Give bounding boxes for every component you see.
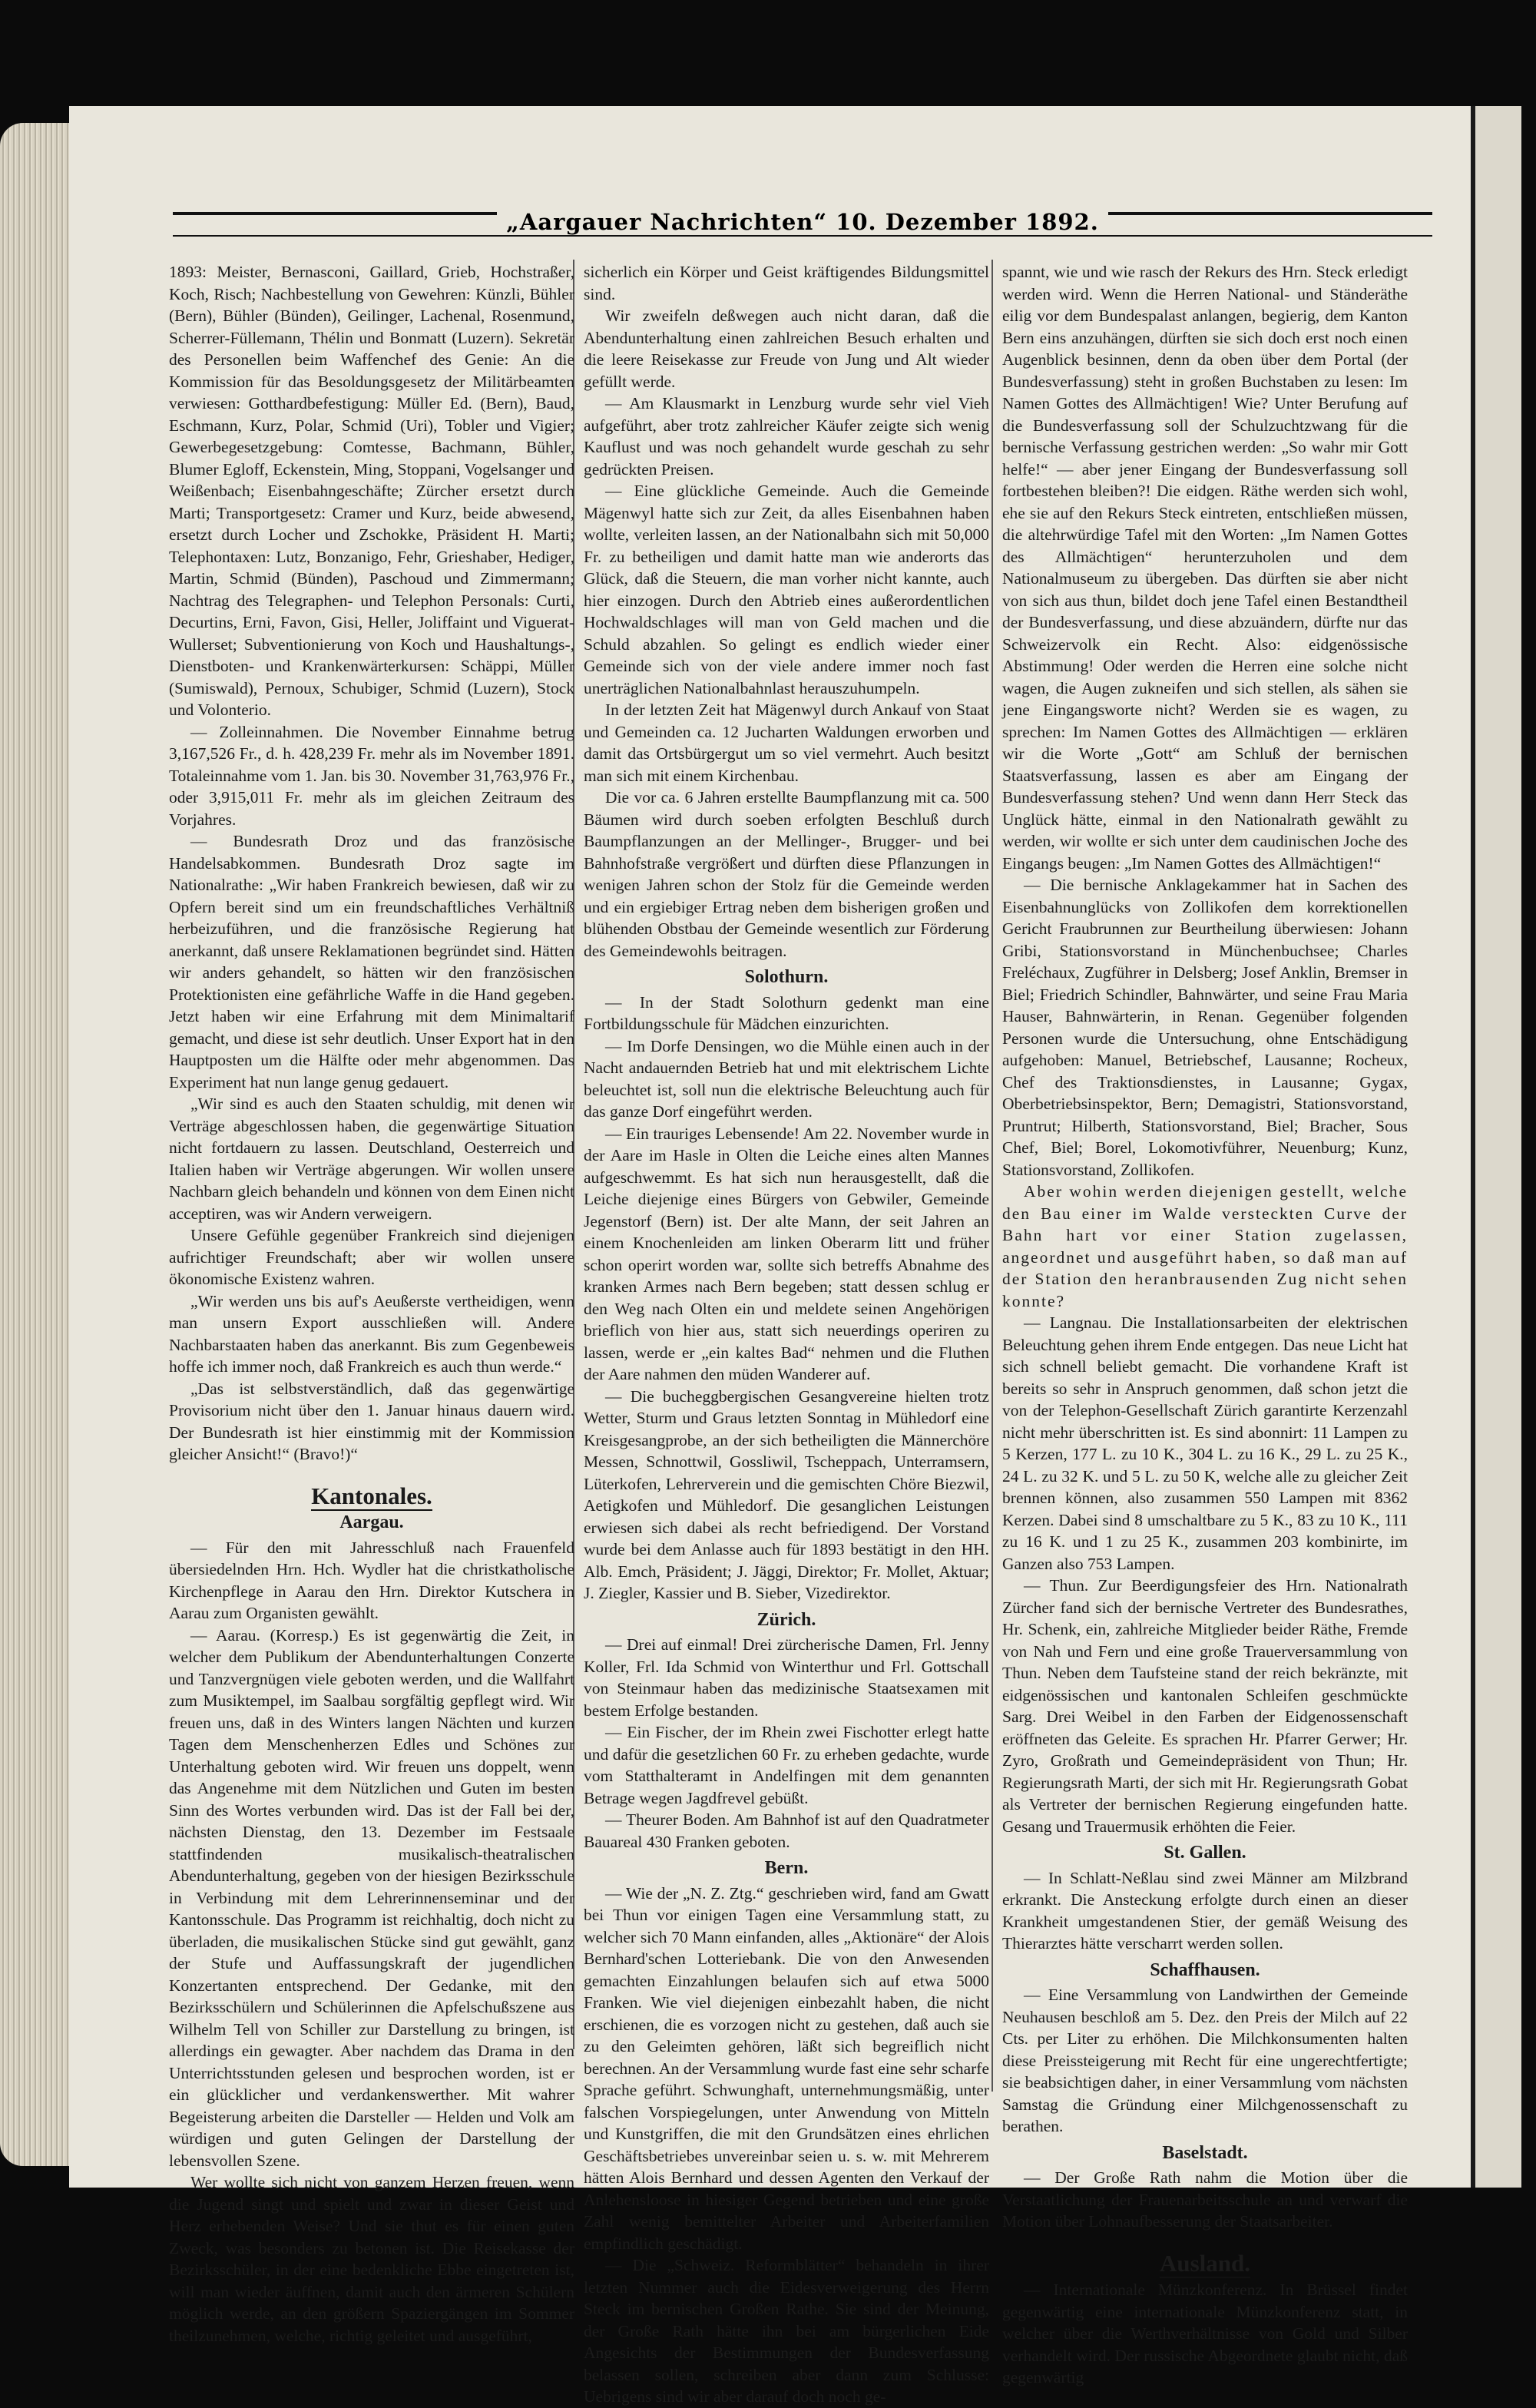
header-rule-bottom (173, 235, 1432, 237)
section-heading-kantonales: Kantonales. (311, 1482, 432, 1509)
page-header (173, 206, 1432, 241)
article-aarau: — Aarau. (Korresp.) Es ist gegenwärtig die Zeit, in welcher dem Publikum der Abendunterhaltungen Conzerte und Tanzvergnügen viele geboten werden, und die Wallfahrt zum Musiktempel, im Saalbau sorgfältig gepflegt wird. Wir freuen uns, daß in des Winters langen Nächten und kurzen Tagen dem Menschenherzen Edles und Schönes zur Unterhaltung geboten wird. Wir freuen uns doppelt, wenn das Angenehme mit dem Nützlichen und Guten im besten Sinn des Wortes verbunden wird. Das ist der Fall bei der, nächsten Dienstag, den 13. Dezember im Festsaale stattfindenden musikalisch-theatralischen Abendunterhaltung, gegeben von der hiesigen Bezirksschule in Verbindung mit dem Lehrerinnenseminar und der Kantonsschule. Das Programm ist reichhaltig, doch nicht zu überladen, die musikalischen Stücke sind gut gewählt, ganz der Stufe und Auffassungskraft der jugendlichen Konzertanten entsprechend. Der Gedanke, mit den Bezirksschülern und Schülerinnen die Apfelschußszene aus Wilhelm Tell von Schiller zur Darstellung zu bringen, ist allerdings ein gewagter. Aber nachdem das Drama in den Unterrichtsstunden gelesen und besprochen worden, ist er ein glücklicher und verdankenswerther. Mit wahrer Begeisterung arbeiten die Darsteller — Helden und Volk am würdigen und guten Gelingen der Darstellung der lebensvollen Szene. (169, 1625, 574, 2170)
article-text: — Der Große Rath nahm die Motion über die Verstaatlichung der Frauenarbeitsschule an und verwarf die Motion über Lohnaufbesserung der Staatsarbeiter. (1002, 2168, 1408, 2231)
article-thun: — Thun. Zur Beerdigungsfeier des Hrn. Nationalrath Zürcher fand sich der bernische Vertreter des Bundesrathes, Hr. Schenk, ein, zahlreiche Mitglieder beider Räthe, Fremde von Nah und Fern und eine große Trauerversammlung von Thun. Neben dem Taufsteine stand der reich bekränzte, mit eidgenössischen und kantonalen Schleifen geschmückte Sarg. Drei Weibel in den Farben der Eidgenossenschaft eröffneten das Geleite. Es sprachen Hr. Pfarrer Gerwer; Hr. Zyro, Großrath und Gemeindepräsident von Thun; Hr. Regierungsrath Marti, der sich mit Hr. Regierungsrath Gobat als Vertreter der bernischen Regierung eingefunden hatte. Gesang und Trauermusik erhöhten die Feier. (1002, 1576, 1408, 1836)
article-text: — Im Dorfe Densingen, wo die Mühle einen auch in der Nacht andauernden Betrieb hat und mit elektrischem Lichte beleuchtet ist, soll nun die elektrische Beleuchtung auch für das ganze Dorf eingeführt werden. (584, 1036, 989, 1121)
article-text: — Die bernische Anklagekammer hat in Sachen des Eisenbahnunglücks von Zollikofen dem korrektionellen Gericht Fraubrunnen zur Beurtheilung überwiesen: Johann Gribi, Stationsvorstand in Münchenbuchsee; Charles Freléchaux, Zugführer in Delsberg; Josef Anklin, Bremser in Biel; Friedrich Schindler, Bahnwärter, und seine Frau Maria Hauser, Bahnwärterin, in Renan. Gegenüber folgenden Personen wurde die Untersuchung, ohne Entschädigung aufgehoben: Manuel, Betriebschef, Lausanne; Rocheux, Chef des Traktionsdienstes, in Lausanne; Gygax, Oberbetriebsinspektor, Bern; Demagistri, Stationsvorstand, Pruntrut; Hilberth, Stationsvorstand, Biel; Bracher, Sous Chef, Biel; Borel, Lokomotivführer, Neuenburg; Kunz, Stationsvorstand, Zollikofen. (1002, 876, 1408, 1179)
article-text: — Wie der „N. Z. Ztg.“ geschrieben wird, fand am Gwatt bei Thun vor einigen Tagen eine Versammlung statt, zu welcher sich 70 Mann einfanden, alles „Aktionäre“ der Alois Bernhard'schen Lotteriebank. Die von den Anwesenden gemachten Einzahlungen belaufen sich auf etwa 5000 Franken. Wie viel diejenigen einbezahlt haben, die nicht erschienen, die es vorzogen nicht zu gestehen, daß auch sie zu den Geleimten gehören, läßt sich begreiflich nicht berechnen. An der Versammlung wurde fast eine sehr scharfe Sprache geführt. Schwunghaft, unternehmungsmäßig, unter falschen Vorspiegelungen, unter Anwendung von Mitteln und Kunstgriffen, die mit den Grundsätzen eines ehrlichen Geschäftsbetriebes unvereinbar seien u. s. w. mit Mehrerem hätten Alois Bernhard und dessen Agenten den Verkauf der Anlehensloose in hiesiger Gegend betrieben und eine große Zahl wenig bemittelter Arbeiter und Arbeiterfamilien empfindlich geschädigt. (584, 1883, 989, 2253)
article-text: spannt, wie und wie rasch der Rekurs des Hrn. Steck erledigt werden wird. Wenn die Herren National- und Ständeräthe eilig vor dem Bundespalast anlangen, begierig, dem Kanton Bern eins anzuhängen, dürften sie sich doch erst noch einen Augenblick besinnen, denn da oben über dem Portal (der Bundesverfassung) steht in großen Buchstaben zu lesen: Im Namen Gottes des Allmächtigen! Wie? Unter Berufung auf die Bundesverfassung soll der Schulzuchtzwang für die bernische Verfassung gestrichen werden: „So wahr mir Gott helfe!“ — aber jener Eingang der Bundesverfassung soll fortbestehen bleiben?! Die eidgen. Räthe werden sich wohl, ehe sie auf den Rekurs Steck eintreten, entschließen müssen, die altehrwürdige Tafel mit den Worten: „Im Namen Gottes des Allmächtigen“ herunterzuholen und dem Nationalmuseum zu übergeben. Das dürften sie aber nicht von sich aus thun, bildet doch jene Tafel einen Bestandtheil der Bundesverfassung, und diese abzuändern, dürfte nur das Schweizervolk ein Recht. Also: eidgenössische Abstimmung! Oder werden die Herren eine solche nicht wagen, die Augen zukneifen und sich stellen, als sähen sie jene Eingangsworte nicht? Werden sie es wagen, zu sprechen: Im Namen Gottes des Allmächtigen — erklären wir die Worte „Gott“ am Schluß der bernischen Staatsverfassung, lassen es aber am Eingang der Bundesverfassung stehen? Und wenn dann Herr Steck das Unglück hätte, einmal in den Nationalrath gewählt zu werden, wir wollte er sich unter dem caudinischen Joche des Eingangs beugen: „Im Namen Gottes des Allmächtigen!“ (1002, 263, 1408, 873)
book-edge (0, 123, 71, 2166)
column-divider-2 (991, 260, 993, 2092)
article-text: — In der Stadt Solothurn gedenkt man eine Fortbildungsschule für Mädchen einzurichten. (584, 992, 989, 1033)
subheading-bern: Bern. (764, 1858, 809, 1878)
article-text: In der letzten Zeit hat Mägenwyl durch Ankauf von Staat und Gemeinden ca. 12 Jucharten Waldungen erworben und damit das Ortsbürgergut um so viel vermehrt. Auch besitzt man sich mit einem Kirchenbau. (584, 701, 989, 785)
next-page-edge (1475, 106, 1521, 2188)
article-maegenwyl: — Eine glückliche Gemeinde. Auch die Gemeinde Mägenwyl hatte sich zur Zeit, da alles Eisenbahnen haben wollte, verleiten lassen, an der Nationalbahn sich mit 50,000 Fr. zu betheiligen und damit hatte man wie anderorts das Glück, daß die Steuern, die man vorher nicht kannte, auch hier einzogen. Durch den Abtrieb eines außerordentlichen Hochwaldschlages will man von Geld machen und die Schuld abzahlen. So gelingt es endlich wieder einer Gemeinde sich von der viele andere immer noch fast unerträglichen Nationalbahnlast herauszuhumpeln. (584, 482, 989, 697)
article-text: — Ein trauriges Lebensende! Am 22. November wurde in der Aare im Hasle in Olten die Leiche eines alten Mannes aufgeschwemmt. Es hat sich nun herausgestellt, daß die Leiche diejenige eines Bürgers von Gebwiler, Gemeinde Jegenstorf (Bern) ist. Der alte Mann, der seit Jahren an einem Knochenleiden am linken Oberarm litt und früher schon operirt worden war, sollte sich betreffs Abnahme des kranken Armes nach Bern begeben; statt dessen schlug er den Weg nach Olten ein und meldete seinen Angehörigen brieflich von hier aus, statt sich neuerdings operiren zu lassen, werde er „ein kaltes Bad“ nehmen und die Fluthen der Aare nahmen den müden Wanderer auf. (584, 1124, 989, 1383)
subheading-st-gallen: St. Gallen. (1164, 1843, 1246, 1863)
subheading-schaffhausen: Schaffhausen. (1150, 1959, 1260, 1980)
column-2 (584, 261, 989, 2406)
article-zolleinnahmen: — Zolleinnahmen. Die November Einnahme betrug 3,167,526 Fr., d. h. 428,239 Fr. mehr als im November 1891. Totaleinnahme vom 1. Jan. bis 30. November 31,763,976 Fr., oder 3,915,011 Fr. mehr als im gleichen Zeitraum des Vorjahres. (169, 722, 574, 829)
subheading-solothurn: Solothurn. (744, 967, 829, 987)
article-droz: — Bundesrath Droz und das französische Handelsabkommen. Bundesrath Droz sagte im Nationalrathe: „Wir haben Frankreich bewiesen, daß wir zu Opfern bereit sind um ein freundschaftliches Verhältniß herbeizuführen, und die französische Regierung hat anerkannt, daß unsere Reklamationen begründet sind. Hätten wir anders gehandelt, so hätten wir den französischen Protektionisten eine gefährliche Waffe in die Hand gegeben. Jetzt haben wir eine Erfahrung mit dem Minimaltarif gemacht, und diese ist sehr deutlich. Unser Export hat in den Hauptposten um die Hälfte oder mehr abgenommen. Das Experiment hat nun lange genug gedauert. (169, 832, 574, 1091)
article-text: „Wir werden uns bis auf's Aeußerste vertheidigen, wenn man unsern Export ausschließen will. Andere Nachbarstaaten haben das anerkannt. Bis zum Gegenbeweis hoffe ich immer noch, daß Frankreich es auch thun werde.“ (169, 1291, 574, 1376)
article-text: — Theurer Boden. Am Bahnhof ist auf den Quadratmeter Bauareal 430 Franken geboten. (584, 1810, 989, 1851)
subheading-zuerich: Zürich. (756, 1609, 816, 1630)
article-text: Aber wohin werden diejenigen gestellt, welche den Bau einer im Walde versteckten Curve der Bahn hart vor einer Station zugelassen, angeordnet und ausgeführt haben, so daß man auf der Station den heranbrausenden Zug nicht sehen konnte? (1002, 1182, 1408, 1310)
article-text: „Wir sind es auch den Staaten schuldig, mit denen wir Verträge abgeschlossen haben, die gegenwärtige Situation nicht fortdauern zu lassen. Deutschland, Oesterreich und Italien haben wir Verträge abgerungen. Wir wollen unsere Nachbarn gleich behandeln und können von dem Einen nicht acceptiren, was wir Andern verweigern. (169, 1095, 574, 1223)
newspaper-title: „Aargauer Nachrichten“ 10. Dezember 1892. (497, 209, 1108, 235)
article-text: — In Schlatt-Neßlau sind zwei Männer am Milzbrand erkrankt. Die Ansteckung erfolgte durch einen an dieser Krankheit umgestandenen Stier, der gemäß Weisung des Thierarztes hätte verscharrt werden sollen. (1002, 1868, 1408, 1953)
article-text: — Die „Schweiz. Reformblätter“ behandeln in ihrer letzten Nummer auch die Eidesverweigerung des Herrn Steck im bernischen Großen Rathe. Sie sind der Meinung, der Große Rath hätte ihn bei am bürgerlichen Eide Angesichts der Bestimmungen der Bundesverfassung belassen sollen, schreiben aber dann zum Schlusse: Uebrigens sind wir aber darauf doch noch ge- (584, 2256, 989, 2406)
article-text: Unsere Gefühle gegenüber Frankreich sind diejenigen aufrichtiger Freundschaft; aber wir wollen unsere ökonomische Existenz wahren. (169, 1226, 574, 1288)
column-3 (1002, 261, 1408, 2386)
article-text: — Die bucheggbergischen Gesangvereine hielten trotz Wetter, Sturm und Graus letzten Sonntag in Mühledorf eine Kreisgesangprobe, an der sich betheiligten die Männerchöre Messen, Schnottwil, Gossliwil, Tscheppach, Unterramsern, Lüterkofen, Lehrerverein und die gemischten Chöre Biezwil, Aetigkofen und Mühledorf. Die gesanglichen Leistungen erwiesen sich dabei als recht befriedigend. Der Vorstand wurde bei dem Anlasse auch für 1893 bestätigt in den HH. Alb. Emch, Präsident; J. Jäggi, Direktor; Fr. Mollet, Aktuar; J. Ziegler, Kassier und B. Sieber, Vizedirektor. (584, 1386, 989, 1602)
article-text: — Eine Versammlung von Landwirthen der Gemeinde Neuhausen beschloß am 5. Dez. den Preis der Milch auf 22 Cts. per Liter zu erhöhen. Die Milchkonsumenten halten diese Preissteigerung mit Recht für eine ungerechtfertigte; sie beabsichtigen daher, in einer Versammlung vom nächsten Samstag die Gründung einer Milchgenossenschaft zu berathen. (1002, 1986, 1408, 2135)
article-text: — Ein Fischer, der im Rhein zwei Fischotter erlegt hatte und dafür die gesetzlichen 60 Fr. zu erheben gedachte, wurde vom Statthalteramt in Andelfingen mit dem genannten Betrage wegen Jagdfrevel gebüßt. (584, 1723, 989, 1807)
article-text: Die vor ca. 6 Jahren erstellte Baumpflanzung mit ca. 500 Bäumen wird durch soeben erfolgten Beschluß durch Baumpflanzungen an der Mellinger-, Brugger- und bei Bahnhofstraße vergrößert und dürften diese Pflanzungen in wenigen Jahren schon der Stolz für die Gemeinde werden und ein ergiebiger Ertrag neben dem bisherigen großen und blühenden Obstbau der Gemeinde wesentlich zur Förderung des Gemeindewohls beitragen. (584, 788, 989, 960)
column-1 (169, 261, 574, 2345)
article-klausmarkt: — Am Klausmarkt in Lenzburg wurde sehr viel Vieh aufgeführt, aber trotz zahlreicher Käufer zeigte sich wenig Kauflust und was noch gehandelt wurde geschah zu sehr gedrückten Preisen. (584, 394, 989, 479)
article-text: Wer wollte sich nicht von ganzem Herzen freuen, wenn die Jugend singt und spielt und zwar in dieser Geist und Herz erhebenden Weise? Und sie thut es für einen guten Zweck, was besonders zu betonen ist. Die Reisekasse der Bezirksschüler, in der eine bedenkliche Ebbe eingetreten ist, will man wieder äuffnen, damit auch den ärmeren Schülern möglich werde, an den größern Spaziergängen im Sommer theilzunehmen, welche, richtig geleitet und ausgeführt, (169, 2173, 574, 2345)
article-text: „Das ist selbstverständlich, daß das gegenwärtige Provisorium nicht über den 1. Januar hinaus dauern wird. Der Bundesrath ist hier einstimmig mit der Kommission gleicher Ansicht!“ (Bravo!)“ (169, 1379, 574, 1463)
section-heading-ausland: Ausland. (1159, 2249, 1251, 2277)
article-text: sicherlich ein Körper und Geist kräftigendes Bildungsmittel sind. (584, 263, 989, 303)
article-langnau: — Langnau. Die Installationsarbeiten der elektrischen Beleuchtung gehen ihrem Ende entgegen. Das neue Licht hat sich schnell beliebt gemacht. Die vorhandene Kraft ist bereits so sehr in Anspruch genommen, daß schon jetzt die von der Telephon-Gesellschaft Zürich garantirte Kerzenzahl nicht mehr überschritten ist. Es sind abonnirt: 11 Lampen zu 5 Kerzen, 177 L. zu 10 K., 304 L. zu 16 K., 29 L. zu 25 K., 24 L. zu 32 K. und 5 L. zu 50 K, welche alle zu gleicher Zeit brennen können, also zusammen 550 Lampen mit 8362 Kerzen. Dabei sind 8 umschaltbare zu 5 K., 83 zu 10 K., 111 zu 16 K. und 1 zu 25 K., zusammen 203 kombinirte, im Ganzen also 753 Lampen. (1002, 1313, 1408, 1573)
article-text: — Für den mit Jahresschluß nach Frauenfeld übersiedelnden Hrn. Hch. Wydler hat die christkatholische Kirchenpflege in Aarau den Hrn. Direktor Kutschera in Aarau zum Organisten gewählt. (169, 1538, 574, 1622)
article-muenzkonferenz: — Internationale Münzkonferenz. In Brüssel findet gegenwärtig eine internationale Münzkonferenz statt, in welcher über die Werthverhältnisse von Gold und Silber verhandelt wird. Der russische Abgeordnete glaubt nicht, daß gegenwärtig (1002, 2280, 1408, 2386)
article-text: — Drei auf einmal! Drei zürcherische Damen, Frl. Jenny Koller, Frl. Ida Schmid von Winterthur und Frl. Gottschall von Steinmaur haben das medizinische Staatsexamen mit bestem Erfolge bestanden. (584, 1635, 989, 1720)
article-text: Wir zweifeln deßwegen auch nicht daran, daß die Abendunterhaltung einen zahlreichen Besuch erhalten und die leere Reisekasse zur Freude von Jung und Alt wieder gefüllt werde. (584, 306, 989, 391)
subheading-aargau: Aargau. (339, 1512, 404, 1532)
subheading-baselstadt: Baselstadt. (1162, 2142, 1248, 2163)
article-text: 1893: Meister, Bernasconi, Gaillard, Grieb, Hochstraßer, Koch, Risch; Nachbestellung von Gewehren: Künzli, Bühler (Bern), Bühler (Bünden), Geilinger, Lachenal, Rosenmund, Scherrer-Füllemann, Thélin und Bonmatt (Luzern). Sekretär des Personellen beim Waffenchef des Genie: An die Kommission für das Besoldungsgesetz der Militärbeamten verwiesen: Gotthardbefestigung: Müller Ed. (Bern), Baud, Eschmann, Kurz, Polar, Schmid (Uri), Tobler und Vigier; Gewerbegesetzgebung: Comtesse, Bachmann, Bühler, Blumer Egloff, Eckenstein, Ming, Stoppani, Vogelsanger und Weißenbach; Eisenbahngeschäfte; Zürcher ersetzt durch Marti; Transportgesetz: Cramer und Kurz, beide abwesend, ersetzt durch Locher und Zschokke, Präsident H. Marti; Telephontaxen: Lutz, Bonzanigo, Fehr, Grieshaber, Hediger, Martin, Schmid (Bünden), Paschoud und Zimmermann; Nachtrag des Telegraphen- und Telephon Personals: Curti, Decurtins, Erni, Favon, Gisi, Heller, Joliffaint und Viguerat-Wullerset; Subventionierung von Koch und Haushaltungs-, Dienstboten- und Krankenwärterkursen: Schäppi, Müller (Sumiswald), Pernoux, Schubiger, Schmid (Luzern), Stock und Volonterio. (169, 263, 574, 719)
